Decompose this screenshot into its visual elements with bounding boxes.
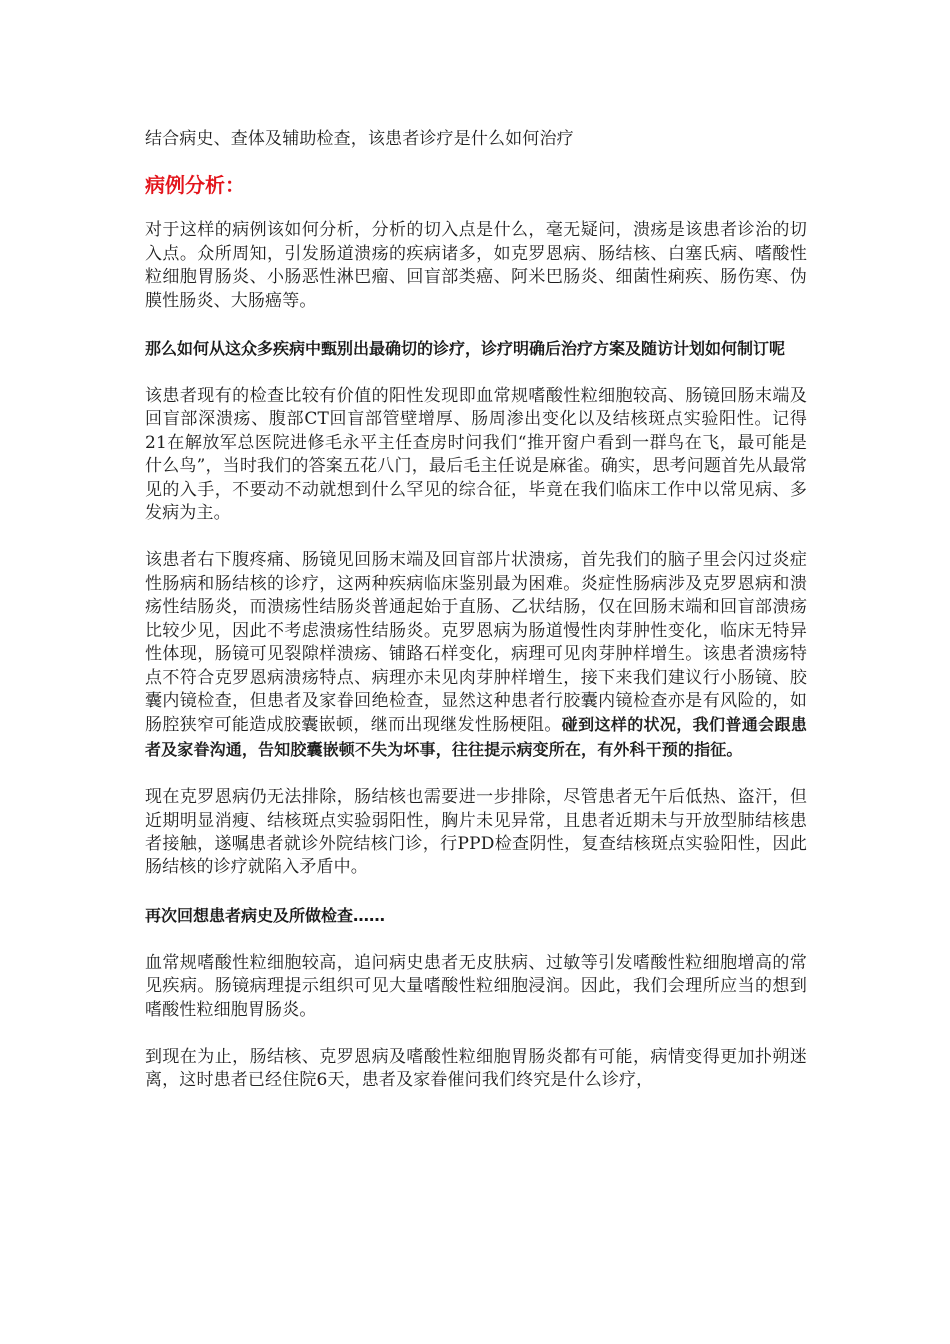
paragraph-5: 血常规嗜酸性粒细胞较高，追问病史患者无皮肤病、过敏等引发嗜酸性粒细胞增高的常见疾病。肠镜病理提示组织可见大量嗜酸性粒细胞浸润。因此，我们会理所应当的想到嗜酸性粒细胞胃肠炎。: [145, 952, 807, 1020]
paragraph-6: 到现在为止，肠结核、克罗恩病及嗜酸性粒细胞胃肠炎都有可能，病情变得更加扑朔迷离，这时患者已经住院6天，患者及家眷催问我们终究是什么诊疗，: [145, 1046, 807, 1091]
paragraph-3-bold-text: 碰到这样的状况，我们普通会跟患者及家眷沟通，告知胶囊嵌顿不失为坏事，往往提示病变所在，有外科干预的指征。: [145, 715, 807, 759]
document-page: [145, 128, 807, 1117]
subheading-review-history: 再次回想患者病史及所做检查……: [145, 905, 386, 925]
subheading-diagnosis-plan: 那么如何从这众多疾病中甄别出最确切的诊疗，诊疗明确后治疗方案及随访计划如何制订呢: [145, 339, 786, 359]
intro-question: 结合病史、查体及辅助检查，该患者诊疗是什么如何治疗: [145, 129, 574, 149]
paragraph-1: 对于这样的病例该如何分析，分析的切入点是什么，毫无疑问，溃疡是该患者诊治的切入点。众所周知，引发肠道溃疡的疾病诸多，如克罗恩病、肠结核、白塞氏病、嗜酸性粒细胞胃肠炎、小肠恶性淋巴瘤、回盲部类癌、阿米巴肠炎、细菌性痢疾、肠伤寒、伪膜性肠炎、大肠癌等。: [145, 220, 807, 311]
paragraph-4: 现在克罗恩病仍无法排除，肠结核也需要进一步排除，尽管患者无午后低热、盗汗，但近期明显消瘦、结核斑点实验弱阳性，胸片未见异常，且患者近期未与开放型肺结核患者接触，遂嘱患者就诊外院结核门诊，行PPD检查阴性，复查结核斑点实验阳性，因此肠结核的诊疗就陷入矛盾中。: [145, 787, 807, 878]
section-heading: 病例分析：: [145, 173, 245, 198]
paragraph-3-text: 该患者右下腹疼痛、肠镜见回肠末端及回盲部片状溃疡，首先我们的脑子里会闪过炎症性肠病和肠结核的诊疗，这两种疾病临床鉴别最为困难。炎症性肠病涉及克罗恩病和溃疡性结肠炎，而溃疡性结肠炎普通起始于直肠、乙状结肠，仅在回肠末端和回盲部溃疡比较少见，因此不考虑溃疡性结肠炎。克罗恩病为肠道慢性肉芽肿性变化，临床无特异性体现，肠镜可见裂隙样溃疡、铺路石样变化，病理可见肉芽肿样增生。该患者溃疡特点不符合克罗恩病溃疡特点、病理亦未见肉芽肿样增生，接下来我们建议行小肠镜、胶囊内镜检查，但患者及家眷回绝检查，显然这种患者行胶囊内镜检查亦是有风险的，如肠腔狭窄可能造成胶囊嵌顿，继而出现继发性肠梗阻。: [145, 550, 807, 736]
paragraph-2: 该患者现有的检查比较有价值的阳性发现即血常规嗜酸性粒细胞较高、肠镜回肠末端及回盲部深溃疡、腹部CT回盲部管壁增厚、肠周渗出变化以及结核斑点实验阳性。记得21在解放军总医院进修毛永平主任查房时问我们“推开窗户看到一群鸟在飞，最可能是什么鸟”，当时我们的答案五花八门，最后毛主任说是麻雀。确实，思考问题首先从最常见的入手，不要动不动就想到什么罕见的综合征，毕竟在我们临床工作中以常见病、多发病为主。: [145, 386, 807, 524]
paragraph-3: [145, 549, 807, 762]
